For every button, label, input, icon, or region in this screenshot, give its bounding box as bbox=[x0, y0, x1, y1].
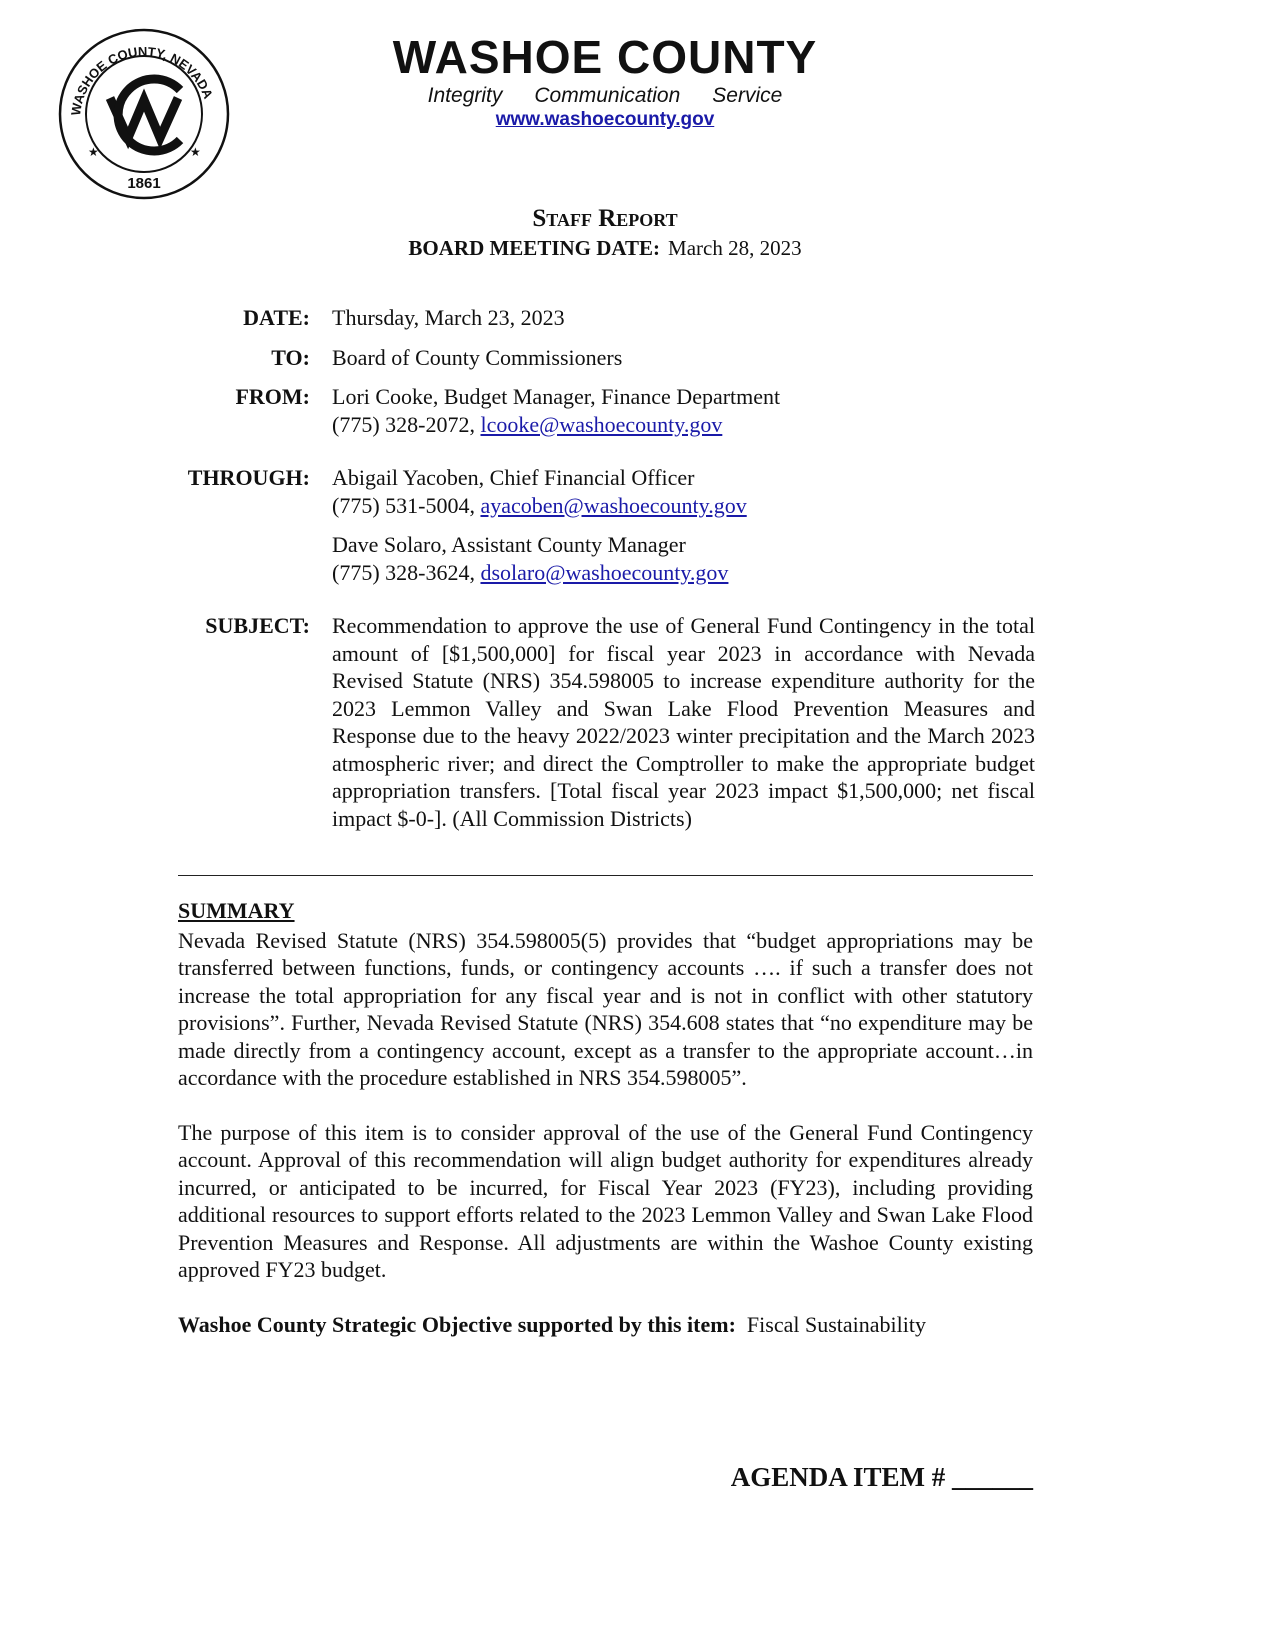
through-phone: (775) 531-5004, bbox=[332, 492, 475, 518]
meeting-date: March 28, 2023 bbox=[668, 236, 802, 260]
website-link[interactable]: www.washoecounty.gov bbox=[495, 109, 715, 130]
to-label: TO: bbox=[271, 344, 310, 370]
objective-value: Fiscal Sustainability bbox=[746, 1311, 926, 1337]
divider bbox=[178, 875, 1033, 876]
svg-text:★: ★ bbox=[88, 145, 99, 159]
svg-text:★: ★ bbox=[190, 145, 201, 159]
memo-header bbox=[150, 304, 1035, 844]
through-label: THROUGH: bbox=[187, 465, 310, 490]
report-title: Staff Report bbox=[532, 205, 678, 232]
letterhead bbox=[380, 30, 830, 132]
from-label: FROM: bbox=[235, 384, 310, 409]
subject-text: Recommendation to approve the use of General Fund Contingency in the total amount of [$1,500,000] for fiscal year 2023 in accordance with Nevada Revised Statute (NRS) 354.598005 to increase expenditure authority for the 2023 Lemmon Valley and Swan Lake Flood Prevention Measures and Response due to the heavy 2022/2023 winter precipitation and the March 2023 atmospheric river; and direct the Comptroller to make the appropriate budget appropriation transfers. [Total fiscal year 2023 impact $1,500,000; net fiscal impact $-0-]. (All Commission Districts) bbox=[332, 613, 1035, 831]
strategic-objective bbox=[178, 1311, 1033, 1339]
through-phone: (775) 328-3624, bbox=[332, 559, 475, 585]
motto bbox=[380, 84, 830, 108]
through-email-link[interactable]: dsolaro@washoecounty.gov bbox=[480, 559, 729, 585]
agenda-label: AGENDA ITEM # bbox=[730, 1462, 946, 1492]
date-label: DATE: bbox=[243, 305, 310, 330]
svg-text:WASHOE COUNTY, NEVADA: WASHOE COUNTY, NEVADA bbox=[68, 43, 216, 117]
motto-integrity: Integrity bbox=[427, 84, 503, 107]
summary-heading: SUMMARY bbox=[178, 898, 295, 923]
date-value: Thursday, March 23, 2023 bbox=[332, 305, 565, 330]
svg-text:1861: 1861 bbox=[127, 175, 161, 192]
to-value: Board of County Commissioners bbox=[332, 344, 623, 370]
meeting-date-label: BOARD MEETING DATE: bbox=[408, 236, 661, 260]
motto-communication: Communication bbox=[534, 84, 681, 107]
objective-label: Washoe County Strategic Objective supported by this item: bbox=[178, 1311, 736, 1337]
motto-service: Service bbox=[712, 84, 783, 107]
summary-paragraph: The purpose of this item is to consider approval of the use of the General Fund Contingency account. Approval of this recommendation will align budget authority for expenditures already incurred, or anticipated to be incurred, for Fiscal Year 2023 (FY23), including providing additional resources to support efforts related to the 2023 Lemmon Valley and Swan Lake Flood Prevention Measures and Response. All adjustments are within the Washoe County existing approved FY23 budget. bbox=[178, 1119, 1033, 1282]
subject-label: SUBJECT: bbox=[205, 613, 310, 638]
through-name: Abigail Yacoben, Chief Financial Officer bbox=[332, 465, 695, 490]
report-title-block bbox=[0, 204, 1210, 262]
from-name: Lori Cooke, Budget Manager, Finance Department bbox=[332, 384, 781, 409]
summary-section bbox=[178, 897, 1033, 1338]
county-seal-logo bbox=[58, 28, 230, 200]
summary-paragraph: Nevada Revised Statute (NRS) 354.598005(5) provides that “budget appropriations may be transferred between functions, funds, or contingency accounts …. if such a transfer does not increase the total appropriation for any fiscal year and is not in conflict with other statutory provisions”. Further, Nevada Revised Statute (NRS) 354.608 states that “no expenditure may be made directly from a contingency account, except as a transfer to the appropriate account…in accordance with the procedure established in NRS 354.598005”. bbox=[178, 927, 1033, 1090]
from-phone: (775) 328-2072, bbox=[332, 411, 475, 437]
agenda-blank: ______ bbox=[952, 1462, 1033, 1492]
agenda-item bbox=[731, 1462, 1033, 1493]
through-email-link[interactable]: ayacoben@washoecounty.gov bbox=[480, 492, 747, 518]
org-name: WASHOE COUNTY bbox=[392, 31, 818, 83]
from-email-link[interactable]: lcooke@washoecounty.gov bbox=[480, 411, 723, 437]
through-name: Dave Solaro, Assistant County Manager bbox=[332, 532, 686, 557]
